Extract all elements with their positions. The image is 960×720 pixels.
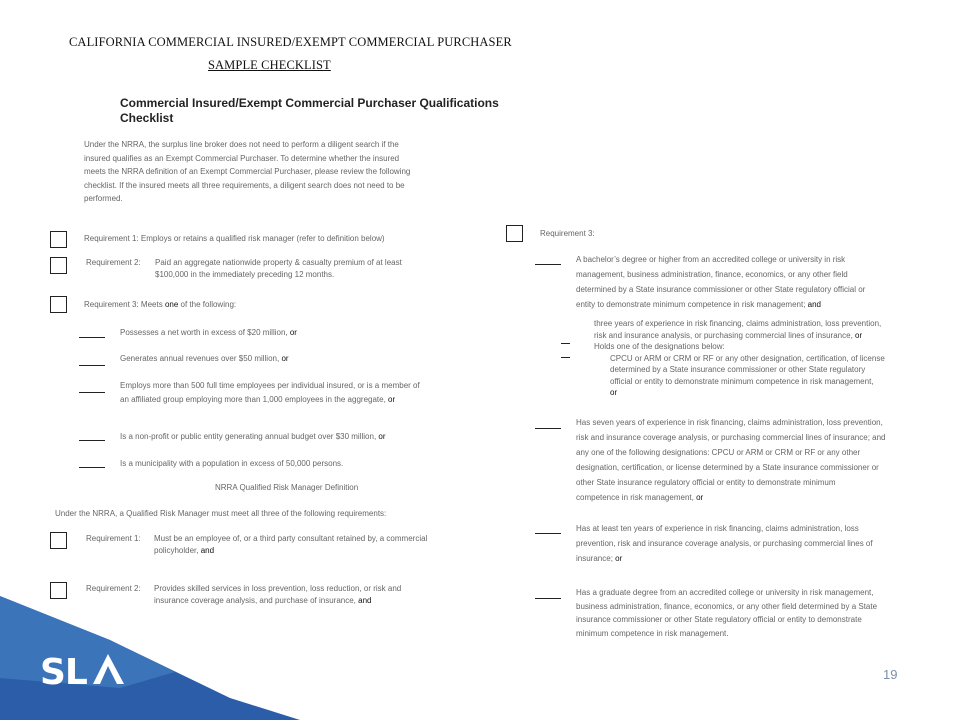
option-line: Employs more than 500 full time employees per individual insured, or is a member of <box>120 381 420 390</box>
option-line: designation, certification, or license determined by a State insurance commissioner or <box>576 463 879 472</box>
page-number: 19 <box>883 667 898 682</box>
option-line: three years of experience in risk financing, claims administration, loss prevention, <box>594 319 882 328</box>
intro-line: checklist. If the insured meets all three requirements, a diligent search does not need to be <box>84 180 405 190</box>
option-conjunction: or <box>610 388 618 397</box>
option-a-blank[interactable] <box>535 264 561 265</box>
requirement-2-label: Requirement 2: <box>86 258 141 267</box>
requirement-1-text: Requirement 1: Employs or retains a qualified risk manager (refer to definition below) <box>84 234 385 243</box>
option-line: risk and insurance coverage analysis, or purchasing commercial lines of insurance; and <box>576 433 886 442</box>
option-conjunction: or <box>281 354 289 363</box>
requirement-3-suffix: of the following: <box>178 300 237 309</box>
option-conjunction: or <box>388 395 396 404</box>
option-conjunction: or <box>855 330 863 340</box>
option-line <box>594 330 885 342</box>
option-line: insurance commissioner or other State regulatory official or entity to demonstrate <box>576 615 862 624</box>
option-1-blank[interactable] <box>79 337 105 338</box>
option-conjunction: and <box>807 300 822 309</box>
requirement-3-emphasis: one <box>164 300 179 309</box>
intro-line: insured qualifies as an Exempt Commercial Purchaser. To determine whether the insured <box>84 153 400 163</box>
option-4-text <box>120 431 386 443</box>
option-line <box>576 490 886 505</box>
option-line: management, business administration, finance, economics, or any other field <box>576 270 848 279</box>
option-3-blank[interactable] <box>79 392 105 393</box>
option-line: official or entity to demonstrate minimum competence in risk management, <box>610 376 874 386</box>
option-e-text <box>576 586 877 640</box>
option-line: prevention, risk and insurance coverage analysis, or purchasing commercial lines of <box>576 539 873 548</box>
qrm-requirement-1-text <box>154 533 427 557</box>
option-conjunction: or <box>289 328 297 337</box>
option-line <box>120 393 420 407</box>
option-text: competence in risk management, <box>576 493 697 502</box>
option-c-blank[interactable] <box>535 428 561 429</box>
option-5-text: Is a municipality with a population in excess of 50,000 persons. <box>120 459 344 468</box>
svg-text:SL: SL <box>40 652 87 690</box>
qrm-requirement-conjunction: and <box>358 596 372 605</box>
option-2-blank[interactable] <box>79 365 105 366</box>
option-a-text <box>576 252 865 312</box>
option-line: minimum competence in risk management. <box>576 628 729 638</box>
option-line: Holds one of the designations below: <box>594 342 725 351</box>
option-text: Possesses a net worth in excess of $20 million, <box>120 328 290 337</box>
option-line: any one of the following designations: CPCU or ARM or CRM or RF or any other <box>576 448 861 457</box>
option-4-blank[interactable] <box>79 440 105 441</box>
requirement-3-checkbox[interactable] <box>50 296 67 313</box>
option-text: insurance; <box>576 554 616 563</box>
requirement-3-text <box>84 299 236 311</box>
option-line <box>576 297 865 312</box>
option-line: other State insurance regulatory official or entity to demonstrate minimum <box>576 478 836 487</box>
qrm-requirement-1-label: Requirement 1: <box>86 534 141 543</box>
qrm-requirement-1-checkbox[interactable] <box>50 532 67 549</box>
option-line: CPCU or ARM or CRM or RF or any other designation, certification, of license <box>610 353 885 363</box>
option-conjunction: or <box>378 432 386 441</box>
option-e-blank[interactable] <box>535 598 561 599</box>
qrm-requirement-line <box>154 545 427 557</box>
option-2-text <box>120 353 289 365</box>
footer-banner <box>0 560 340 720</box>
requirement-2-text <box>155 257 402 281</box>
checklist-title-line1: Commercial Insured/Exempt Commercial Purchaser Qualifications <box>120 96 499 110</box>
qrm-requirement-line: Provides skilled services in loss prevention, loss reduction, or risk and <box>154 584 402 593</box>
option-b1-blank[interactable] <box>561 343 570 344</box>
option-d-blank[interactable] <box>535 533 561 534</box>
qrm-requirement-line: Must be an employee of, or a third party consultant retained by, a commercial <box>154 534 428 543</box>
sla-logo <box>38 650 130 690</box>
option-5-blank[interactable] <box>79 467 105 468</box>
requirement-2-checkbox[interactable] <box>50 257 67 274</box>
option-3-text <box>120 379 420 407</box>
option-line: Has a graduate degree from an accredited college or university in risk management, <box>576 588 874 597</box>
checklist-title-line2: Checklist <box>120 111 174 125</box>
sla-logo-mark <box>38 650 130 690</box>
intro-line: meets the NRRA definition of an Exempt Commercial Purchaser, please review the following <box>84 167 411 176</box>
option-b-text <box>594 318 885 399</box>
option-line: Has seven years of experience in risk financing, claims administration, loss prevention, <box>576 418 883 427</box>
option-line: business administration, finance, economics, or any other field determined by a State <box>576 601 878 611</box>
option-line: determined by a State insurance commissioner or other State regulatory <box>610 365 866 374</box>
option-c-text <box>576 415 886 505</box>
option-conjunction: or <box>615 554 623 563</box>
checklist-title <box>120 96 499 126</box>
option-conjunction: or <box>696 493 704 502</box>
option-line: A bachelor’s degree or higher from an accredited college or university in risk <box>576 255 846 264</box>
qrm-requirement-text: policyholder, <box>154 546 201 555</box>
requirement-2-line: $100,000 in the immediately preceding 12 months. <box>155 270 335 279</box>
option-text: risk and insurance analysis, or purchasing commercial lines of insurance, <box>594 330 856 340</box>
requirement-1-checkbox[interactable] <box>50 231 67 248</box>
document-header-subtitle: SAMPLE CHECKLIST <box>208 58 331 72</box>
option-text: entity to demonstrate minimum competence in risk management; <box>576 300 808 309</box>
requirement-3-prefix: Requirement 3: Meets <box>84 300 165 309</box>
option-text: Generates annual revenues over $50 million, <box>120 354 282 363</box>
option-1-text <box>120 327 297 339</box>
option-line: Has at least ten years of experience in risk financing, claims administration, loss <box>576 524 859 533</box>
document-header-title: CALIFORNIA COMMERCIAL INSURED/EXEMPT COMMERCIAL PURCHASER <box>69 35 512 49</box>
intro-paragraph <box>84 138 474 206</box>
option-d-text <box>576 521 873 566</box>
option-text: Is a non-profit or public entity generating annual budget over $30 million, <box>120 432 379 441</box>
option-text: an affiliated group employing more than 1,000 employees in the aggregate, <box>120 395 389 404</box>
qrm-requirement-3-label: Requirement 3: <box>540 229 595 238</box>
intro-line: performed. <box>84 194 123 203</box>
qrm-requirement-2-label: Requirement 2: <box>86 584 141 593</box>
qrm-definition-title: NRRA Qualified Risk Manager Definition <box>215 483 359 492</box>
intro-line: Under the NRRA, the surplus line broker does not need to perform a diligent search if the <box>84 140 399 149</box>
option-line: determined by a State insurance commissioner or other State regulatory official or <box>576 285 866 294</box>
qrm-requirement-conjunction: and <box>200 546 215 555</box>
option-b2-blank[interactable] <box>561 357 570 358</box>
option-sub <box>594 353 885 399</box>
option-line <box>576 551 873 566</box>
qrm-requirement-3-checkbox[interactable] <box>506 225 523 242</box>
qrm-requirement-text: insurance coverage analysis, and purchase of insurance, <box>154 596 359 605</box>
qrm-definition-intro: Under the NRRA, a Qualified Risk Manager must meet all three of the following requirements: <box>55 509 387 518</box>
requirement-2-line: Paid an aggregate nationwide property & casualty premium of at least <box>155 258 402 267</box>
